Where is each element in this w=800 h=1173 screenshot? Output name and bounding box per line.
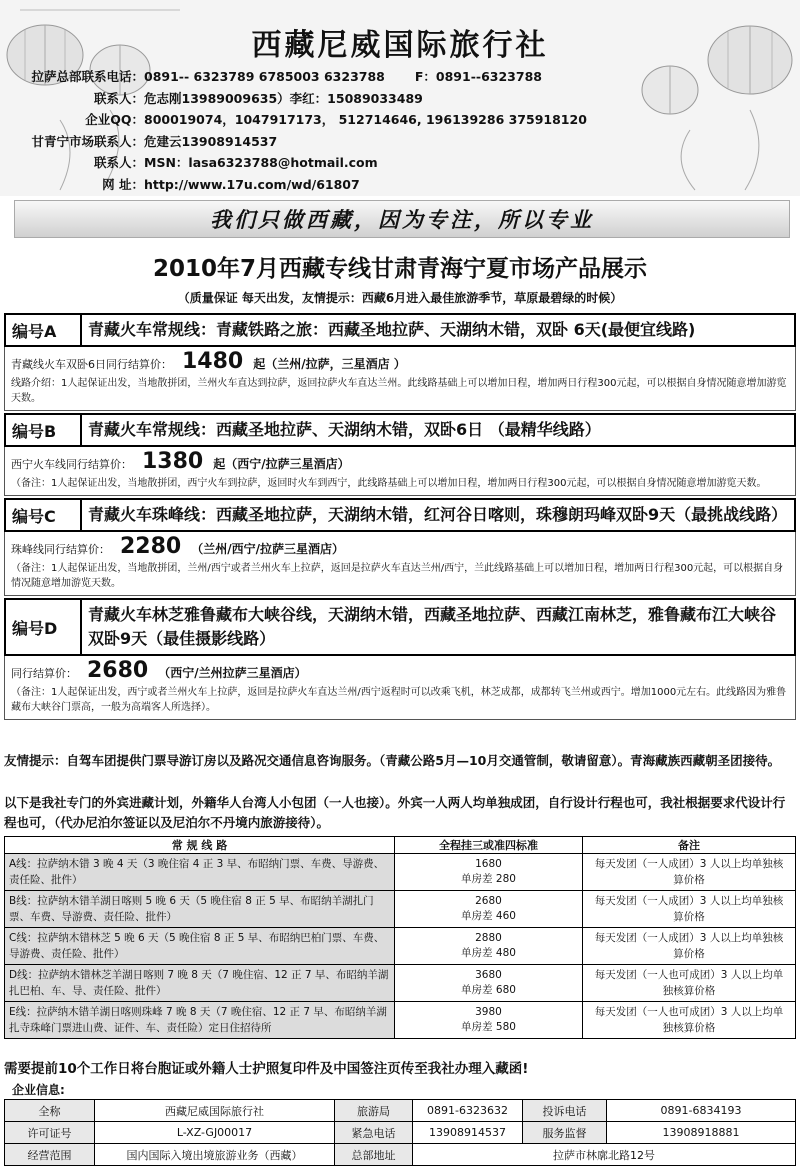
route-note: （备注：1人起保证出发，当地散拼团，西宁火车到拉萨，返回时火车到西宁，此线路基础上可以增加日程，增加两日行程300元起，可以根据自身情况随意增加游览天数。 [11, 478, 767, 489]
slogan-banner [14, 200, 790, 238]
visa-notice: 需要提前10个工作日将台胞证或外籍人士护照复印件及中国签注页传至我社办理入藏函! [4, 1061, 529, 1077]
route-title: 青藏火车常规线：青藏铁路之旅：西藏圣地拉萨、天湖纳木错，双卧 6天(最便宜线路) [88, 320, 696, 339]
table-row [5, 928, 796, 965]
field-label: 经营范围 [5, 1144, 95, 1166]
price-cell [395, 965, 583, 1002]
contact-info [14, 66, 587, 195]
route-code: 编号A [6, 315, 82, 345]
contact-line [14, 131, 587, 153]
price-label: 西宁火车线同行结算价： [11, 458, 132, 471]
contact-label: 网 址： [102, 176, 144, 192]
contact-line [14, 88, 587, 110]
price-value: 2680 [87, 658, 149, 683]
route-price [11, 534, 789, 559]
route-cell: D线：拉萨纳木错林芝羊湖日喀则 7 晚 8 天（7 晚住宿、12 正 7 早、布昭纳羊湖扎巴柏、车、导、责任险、批件） [5, 965, 395, 1002]
route-header [4, 598, 796, 656]
price-cell [395, 928, 583, 965]
route-cell: A线：拉萨纳木错 3 晚 4 天（3 晚住宿 4 正 3 早、布昭纳门票、车费、导游费、责任险、批件） [5, 854, 395, 891]
price-value: 3980 [475, 1006, 502, 1018]
pricing-table [4, 836, 796, 1039]
route-note: （备注：1人起保证出发，当地散拼团，兰州/西宁或者兰州火车上拉萨，返回是拉萨火车直达兰州/西宁，兰此线路基础上可以增加日程，增加两日行程300元起，可以根据自身情况随意增加游览天数。 [11, 563, 784, 589]
contact-label: 联系人： [93, 155, 144, 170]
slogan-text: 我们只做西藏，因为专注，所以专业 [210, 207, 594, 232]
price-label: 同行结算价： [11, 667, 77, 680]
price-value: 1480 [182, 349, 244, 374]
route-details [4, 656, 796, 720]
table-row [5, 854, 796, 891]
field-value: 13908918881 [607, 1122, 796, 1144]
price-value: 3680 [475, 969, 502, 981]
route-title: 青藏火车常规线：西藏圣地拉萨、天湖纳木错，双卧6日 （最精华线路） [88, 420, 601, 439]
contact-label: 甘青宁市场联系人： [31, 133, 144, 149]
price-suffix: （西宁/兰州拉萨三星酒店） [158, 666, 307, 680]
foreign-guest-plan: 以下是我社专门的外宾进藏计划，外籍华人台湾人小包团（一人也接）。外宾一人两人均单独成团，自行设计行程也可，我社根据要求代设计行程也可，（代办尼泊尔签证以及尼泊尔不丹境内旅游接待）。 [4, 795, 786, 830]
market-contact: 危建云13908914537 [144, 133, 278, 149]
route-note: 线路介绍：1人起保证出发，当地散拼团，兰州火车直达到拉萨，返回拉萨火车直达兰州。此线路基础上可以增加日程，增加两日行程300元起，可以根据自身情况随意增加游览天数。 [11, 378, 787, 404]
field-label: 投诉电话 [523, 1100, 607, 1122]
field-value: 拉萨市林廓北路12号 [413, 1144, 796, 1166]
table-row [5, 1002, 796, 1039]
remark-cell: 每天发团（一人也可成团）3 人以上均单独核算价格 [583, 1002, 796, 1039]
route-price [11, 449, 789, 474]
route-code: 编号C [6, 500, 82, 530]
route-details [4, 447, 796, 496]
price-label: 珠峰线同行结算价： [11, 543, 110, 556]
field-value: 西藏尼威国际旅行社 [95, 1100, 335, 1122]
contact-label: 企业QQ： [85, 112, 144, 127]
contact-persons: 危志刚13989009635）李红：15089033489 [144, 90, 423, 106]
field-value: 0891-6323632 [413, 1100, 523, 1122]
route-cell: B线：拉萨纳木错羊湖日喀则 5 晚 6 天（5 晚住宿 8 正 5 早、布昭纳羊湖扎门票、车费、导游费、责任险、批件） [5, 891, 395, 928]
page-title: 2010年7月西藏专线甘肃青海宁夏市场产品展示 [152, 256, 648, 282]
price-value: 1380 [142, 449, 204, 474]
single-room-supplement: 单房差 680 [461, 984, 516, 996]
route-code: 编号B [6, 415, 82, 445]
contact-label: 联系人： [93, 90, 144, 106]
single-room-supplement: 单房差 280 [461, 873, 516, 885]
remark-cell: 每天发团（一人也可成团）3 人以上均单独核算价格 [583, 965, 796, 1002]
header [0, 0, 800, 196]
route-header [4, 313, 796, 347]
route-header [4, 498, 796, 532]
remark-cell: 每天发团（一人成团）3 人以上均单独核算价格 [583, 928, 796, 965]
price-suffix: 起（兰州/拉萨，三星酒店 ） [253, 357, 406, 371]
field-value: 国内国际入境出境旅游业务（西藏） [95, 1144, 335, 1166]
route-price [11, 349, 789, 374]
qq-numbers: 800019074，1047917173， 512714646, 196139286 375918120 [144, 112, 587, 127]
table-header-row [5, 837, 796, 854]
route-details [4, 532, 796, 596]
price-cell [395, 854, 583, 891]
table-row [5, 891, 796, 928]
route-note: （备注：1人起保证出发，西宁或者兰州火车上拉萨，返回是拉萨火车直达兰州/西宁返程时可以改乘飞机，林芝成都，成都转飞兰州或西宁。增加1000元左右。此线路因为雅鲁藏布大峡谷门票高，一般为高端客人所选择）。 [11, 687, 787, 713]
field-label: 旅游局 [335, 1100, 413, 1122]
price-suffix: 起（西宁/拉萨三星酒店） [213, 457, 350, 471]
price-suffix: （兰州/西宁/拉萨三星酒店） [191, 542, 345, 556]
price-value: 2680 [475, 895, 502, 907]
price-cell [395, 1002, 583, 1039]
enterprise-info-table [4, 1099, 796, 1166]
contact-line [14, 174, 587, 196]
website-link[interactable]: http://www.17u.com/wd/61807 [144, 176, 360, 192]
table-row [5, 965, 796, 1002]
friendly-tip: 友情提示：自驾车团提供门票导游订房以及路况交通信息咨询服务。（青藏公路5月—10月交通管制，敬请留意）。青海藏族西藏朝圣团接待。 [4, 753, 781, 768]
route-price [11, 658, 789, 683]
column-header: 全程挂三或准四标准 [395, 837, 583, 854]
route-title: 青藏火车林芝雅鲁藏布大峡谷线，天湖纳木错，西藏圣地拉萨、西藏江南林芝，雅鲁藏布江大峡谷双卧9天（最佳摄影线路） [88, 605, 777, 648]
agency-name: 西藏尼威国际旅行社 [251, 28, 549, 63]
remark-cell: 每天发团（一人成团）3 人以上均单独核算价格 [583, 891, 796, 928]
route-code: 编号D [6, 600, 82, 654]
field-value: L-XZ-GJ00017 [95, 1122, 335, 1144]
field-label: 全称 [5, 1100, 95, 1122]
contact-line [14, 152, 587, 174]
single-room-supplement: 单房差 580 [461, 1021, 516, 1033]
route-title: 青藏火车珠峰线：西藏圣地拉萨，天湖纳木错，红河谷日喀则，珠穆朗玛峰双卧9天（最挑战线路） [88, 505, 788, 524]
msn-link[interactable]: MSN：lasa6323788@hotmail.com [144, 155, 378, 170]
column-header: 备注 [583, 837, 796, 854]
field-label: 总部地址 [335, 1144, 413, 1166]
contact-line [14, 66, 587, 88]
field-label: 紧急电话 [335, 1122, 413, 1144]
field-label: 许可证号 [5, 1122, 95, 1144]
column-header: 常 规 线 路 [5, 837, 395, 854]
route-cell: E线：拉萨纳木错羊湖日喀则珠峰 7 晚 8 天（7 晚住宿、12 正 7 早、布昭纳羊湖扎寺珠峰门票进山费、证件、车、责任险）定日住招待所 [5, 1002, 395, 1039]
field-label: 服务监督 [523, 1122, 607, 1144]
contact-line [14, 109, 587, 131]
field-value: 13908914537 [413, 1122, 523, 1144]
price-value: 1680 [475, 858, 502, 870]
table-row [5, 1100, 796, 1122]
field-value: 0891-6834193 [607, 1100, 796, 1122]
enterprise-info-label: 企业信息: [12, 1083, 65, 1097]
page-subtitle: （质量保证 每天出发，友情提示：西藏6月进入最佳旅游季节，草原最碧绿的时候） [177, 291, 623, 305]
price-label: 青藏线火车双卧6日同行结算价： [11, 358, 172, 371]
table-row [5, 1122, 796, 1144]
price-value: 2280 [120, 534, 182, 559]
price-cell [395, 891, 583, 928]
contact-label: 拉萨总部联系电话： [31, 69, 144, 84]
route-cell: C线：拉萨纳木错林芝 5 晚 6 天（5 晚住宿 8 正 5 早、布昭纳巴柏门票、车费、导游费、责任险、批件） [5, 928, 395, 965]
route-list [4, 311, 796, 720]
price-value: 2880 [475, 932, 502, 944]
remark-cell: 每天发团（一人成团）3 人以上均单独核算价格 [583, 854, 796, 891]
fax-number: F：0891--6323788 [414, 69, 542, 84]
single-room-supplement: 单房差 480 [461, 947, 516, 959]
route-details [4, 347, 796, 411]
single-room-supplement: 单房差 460 [461, 910, 516, 922]
table-row [5, 1144, 796, 1166]
route-header [4, 413, 796, 447]
phone-numbers: 0891-- 6323789 6785003 6323788 [144, 69, 385, 84]
